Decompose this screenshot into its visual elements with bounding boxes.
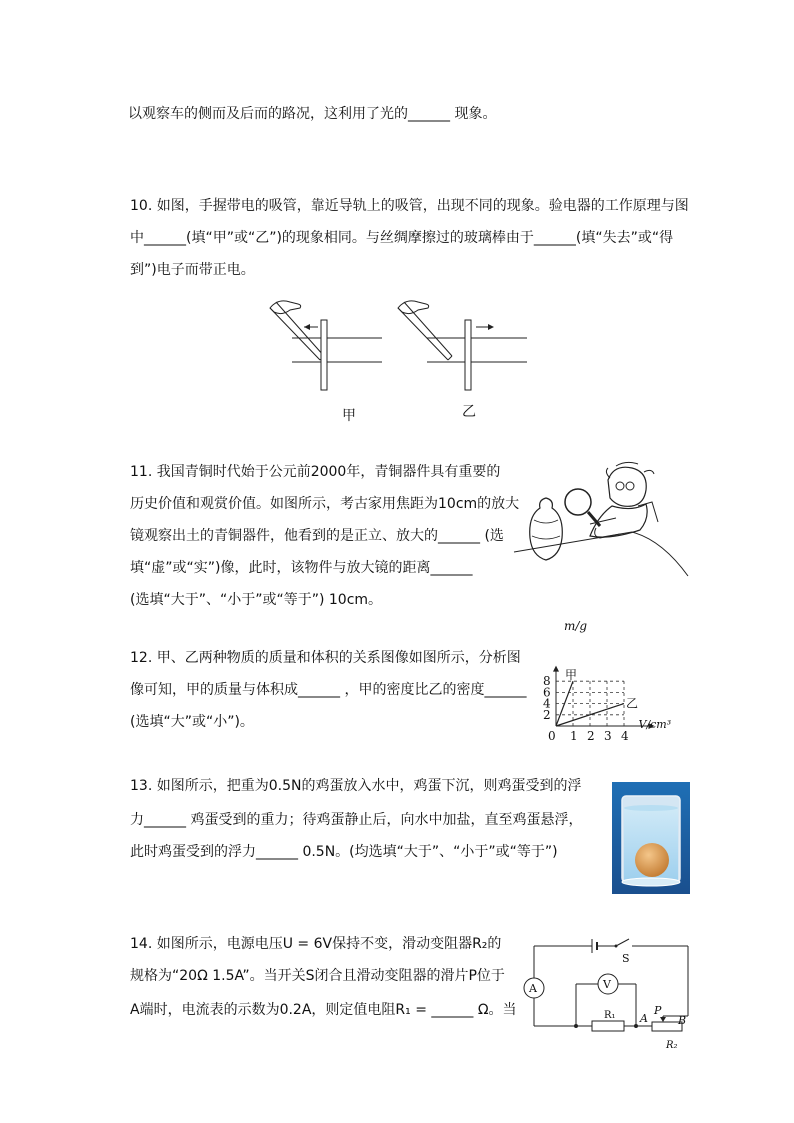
y-axis-label: m/g <box>564 619 588 633</box>
y-tick-label: 8 <box>543 674 551 689</box>
q11-line2: 历史价值和观赏价值。如图所示，考古家用焦距为10cm的放大 <box>130 496 520 512</box>
y-tick-label: 4 <box>543 696 551 711</box>
switch-label: S <box>622 952 630 965</box>
point-a-label: A <box>640 1012 648 1025</box>
q11-line5: (选填“大于”、“小于”或“等于”) 10cm。 <box>130 592 383 608</box>
point-p-label: P <box>654 1004 662 1017</box>
y-axis-arrow <box>553 666 559 672</box>
x-tick-label: 1 <box>570 729 578 742</box>
x-tick-label: 2 <box>587 729 595 742</box>
egg-in-water-photo <box>612 782 690 894</box>
q14-line3: A端时，电流表的示数为0.2A，则定值电阻R₁ = ______ Ω。当 <box>130 1002 517 1018</box>
q12-line1: 12. 甲、乙两种物质的质量和体积的关系图像如图所示，分析图 <box>130 650 521 666</box>
r2-label: R₂ <box>666 1040 678 1051</box>
q11-line4: 填“虚”或“实”)像，此时，该物件与放大镜的距离______ <box>130 560 473 576</box>
q14-line2: 规格为“20Ω 1.5A”。当开关S闭合且滑动变阻器的滑片P位于 <box>130 968 505 984</box>
fig-label-jia: 甲 <box>342 408 356 424</box>
fig-label-yi: 乙 <box>462 404 476 420</box>
y-tick-label: 6 <box>543 685 551 700</box>
q13-line3: 此时鸡蛋受到的浮力______ 0.5N。(均选填“大于”、“小于”或“等于”) <box>130 844 558 860</box>
q9-text: 以观察车的侧而及后而的路况，这利用了光的______ 现象。 <box>128 106 497 122</box>
q13-line1: 13. 如图所示，把重为0.5N的鸡蛋放入水中，鸡蛋下沉，则鸡蛋受到的浮 <box>130 778 582 794</box>
x-tick-label: 0 <box>548 729 556 742</box>
x-tick-label: 4 <box>621 729 629 742</box>
voltmeter-label: V <box>603 978 611 991</box>
r1-label: R₁ <box>604 1010 616 1021</box>
series-label-jia: 甲 <box>565 668 578 683</box>
q10-line2: 中______(填“甲”或“乙”)的现象相同。与丝绸摩擦过的玻璃棒由于______(填“失去”或“得 <box>130 230 674 246</box>
x-axis-label: V/cm³ <box>638 718 672 731</box>
mass-volume-chart <box>532 616 702 742</box>
fig-yi <box>398 301 527 390</box>
q12-line2: 像可知，甲的质量与体积成______ ，甲的密度比乙的密度______ <box>130 682 527 698</box>
q11-line3: 镜观察出土的青铜器件，他看到的是正立、放大的______ (选 <box>130 528 504 544</box>
q10-line3: 到”)电子而带正电。 <box>130 262 255 278</box>
circuit-diagram <box>516 930 694 1058</box>
q14-line1: 14. 如图所示，电源电压U = 6V保持不变，滑动变阻器R₂的 <box>130 936 502 952</box>
ammeter-label: A <box>529 982 537 995</box>
fig-jia <box>270 301 382 390</box>
q12-line3: (选填“大”或“小”)。 <box>130 714 254 730</box>
series-label-yi: 乙 <box>626 696 639 711</box>
x-tick-label: 3 <box>604 729 612 742</box>
y-tick-label: 2 <box>543 707 551 722</box>
archaeologist-picture <box>512 460 692 580</box>
point-b-label: B <box>678 1014 687 1027</box>
q11-line1: 11. 我国青铜时代始于公元前2000年，青铜器件具有重要的 <box>130 464 501 480</box>
q13-line2: 力______ 鸡蛋受到的重力；待鸡蛋静止后，向水中加盐，直至鸡蛋悬浮， <box>130 812 583 828</box>
q10-figure <box>262 288 532 428</box>
q10-line1: 10. 如图，手握带电的吸管，靠近导轨上的吸管，出现不同的现象。验电器的工作原理与图 <box>130 198 689 214</box>
